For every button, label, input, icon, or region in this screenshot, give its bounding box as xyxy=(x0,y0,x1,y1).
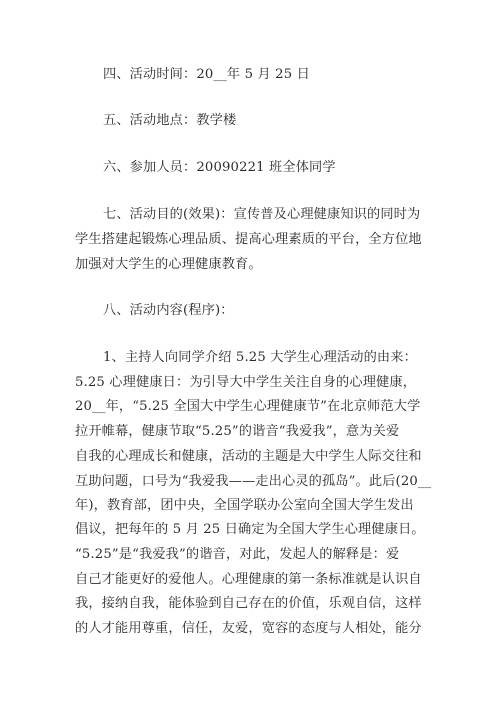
activity-location: 五、活动地点：教学楼 xyxy=(103,113,237,128)
content-line: 倡议，把每年的 5 月 25 日确定为全国大学生心理健康日。 xyxy=(75,522,425,537)
content-line: 我，接纳自我，能体验到自己存在的价值，乐观自信，这样 xyxy=(75,596,422,611)
content-line: 20__年，“5.25 全国大中学生心理健康节”在北京师范大学 xyxy=(75,399,421,414)
purpose-line: 学生搭建起锻炼心理品质、提高心理素质的平台，全方位地 xyxy=(75,232,422,247)
content-line: 互助问题，口号为“我爱我——走出心灵的孤岛”。此后(20__ xyxy=(75,474,432,489)
content-line: “5.25”是“我爱我”的谐音，对此，发起人的解释是：爱 xyxy=(75,547,400,562)
content-line: 1、主持人向同学介绍 5.25 大学生心理活动的由来： xyxy=(103,350,417,365)
purpose-line: 加强对大学生的心理健康教育。 xyxy=(75,257,262,272)
content-line: 拉开帷幕，健康节取“5.25”的谐音“我爱我”，意为关爱 xyxy=(75,424,400,439)
content-line: 自我的心理成长和健康，活动的主题是大中学生人际交往和 xyxy=(75,449,422,464)
content-line: 的人才能用尊重，信任，友爱，宽容的态度与人相处，能分 xyxy=(75,621,422,636)
content-heading: 八、活动内容(程序)： xyxy=(103,303,234,318)
purpose-line: 七、活动目的(效果)：宣传普及心理健康知识的同时为 xyxy=(103,207,421,222)
activity-time: 四、活动时间：20__年 5 月 25 日 xyxy=(103,67,310,82)
content-line: 自己才能更好的爱他人。心理健康的第一条标准就是认识自 xyxy=(75,572,422,587)
content-line: 年)，教育部，团中央，全国学联办公室向全国大学生发出 xyxy=(75,498,414,513)
content-line: 5.25 心理健康日：为引导大中学生关注自身的心理健康， xyxy=(75,375,417,390)
participants: 六、参加人员：20090221 班全体同学 xyxy=(103,160,336,175)
